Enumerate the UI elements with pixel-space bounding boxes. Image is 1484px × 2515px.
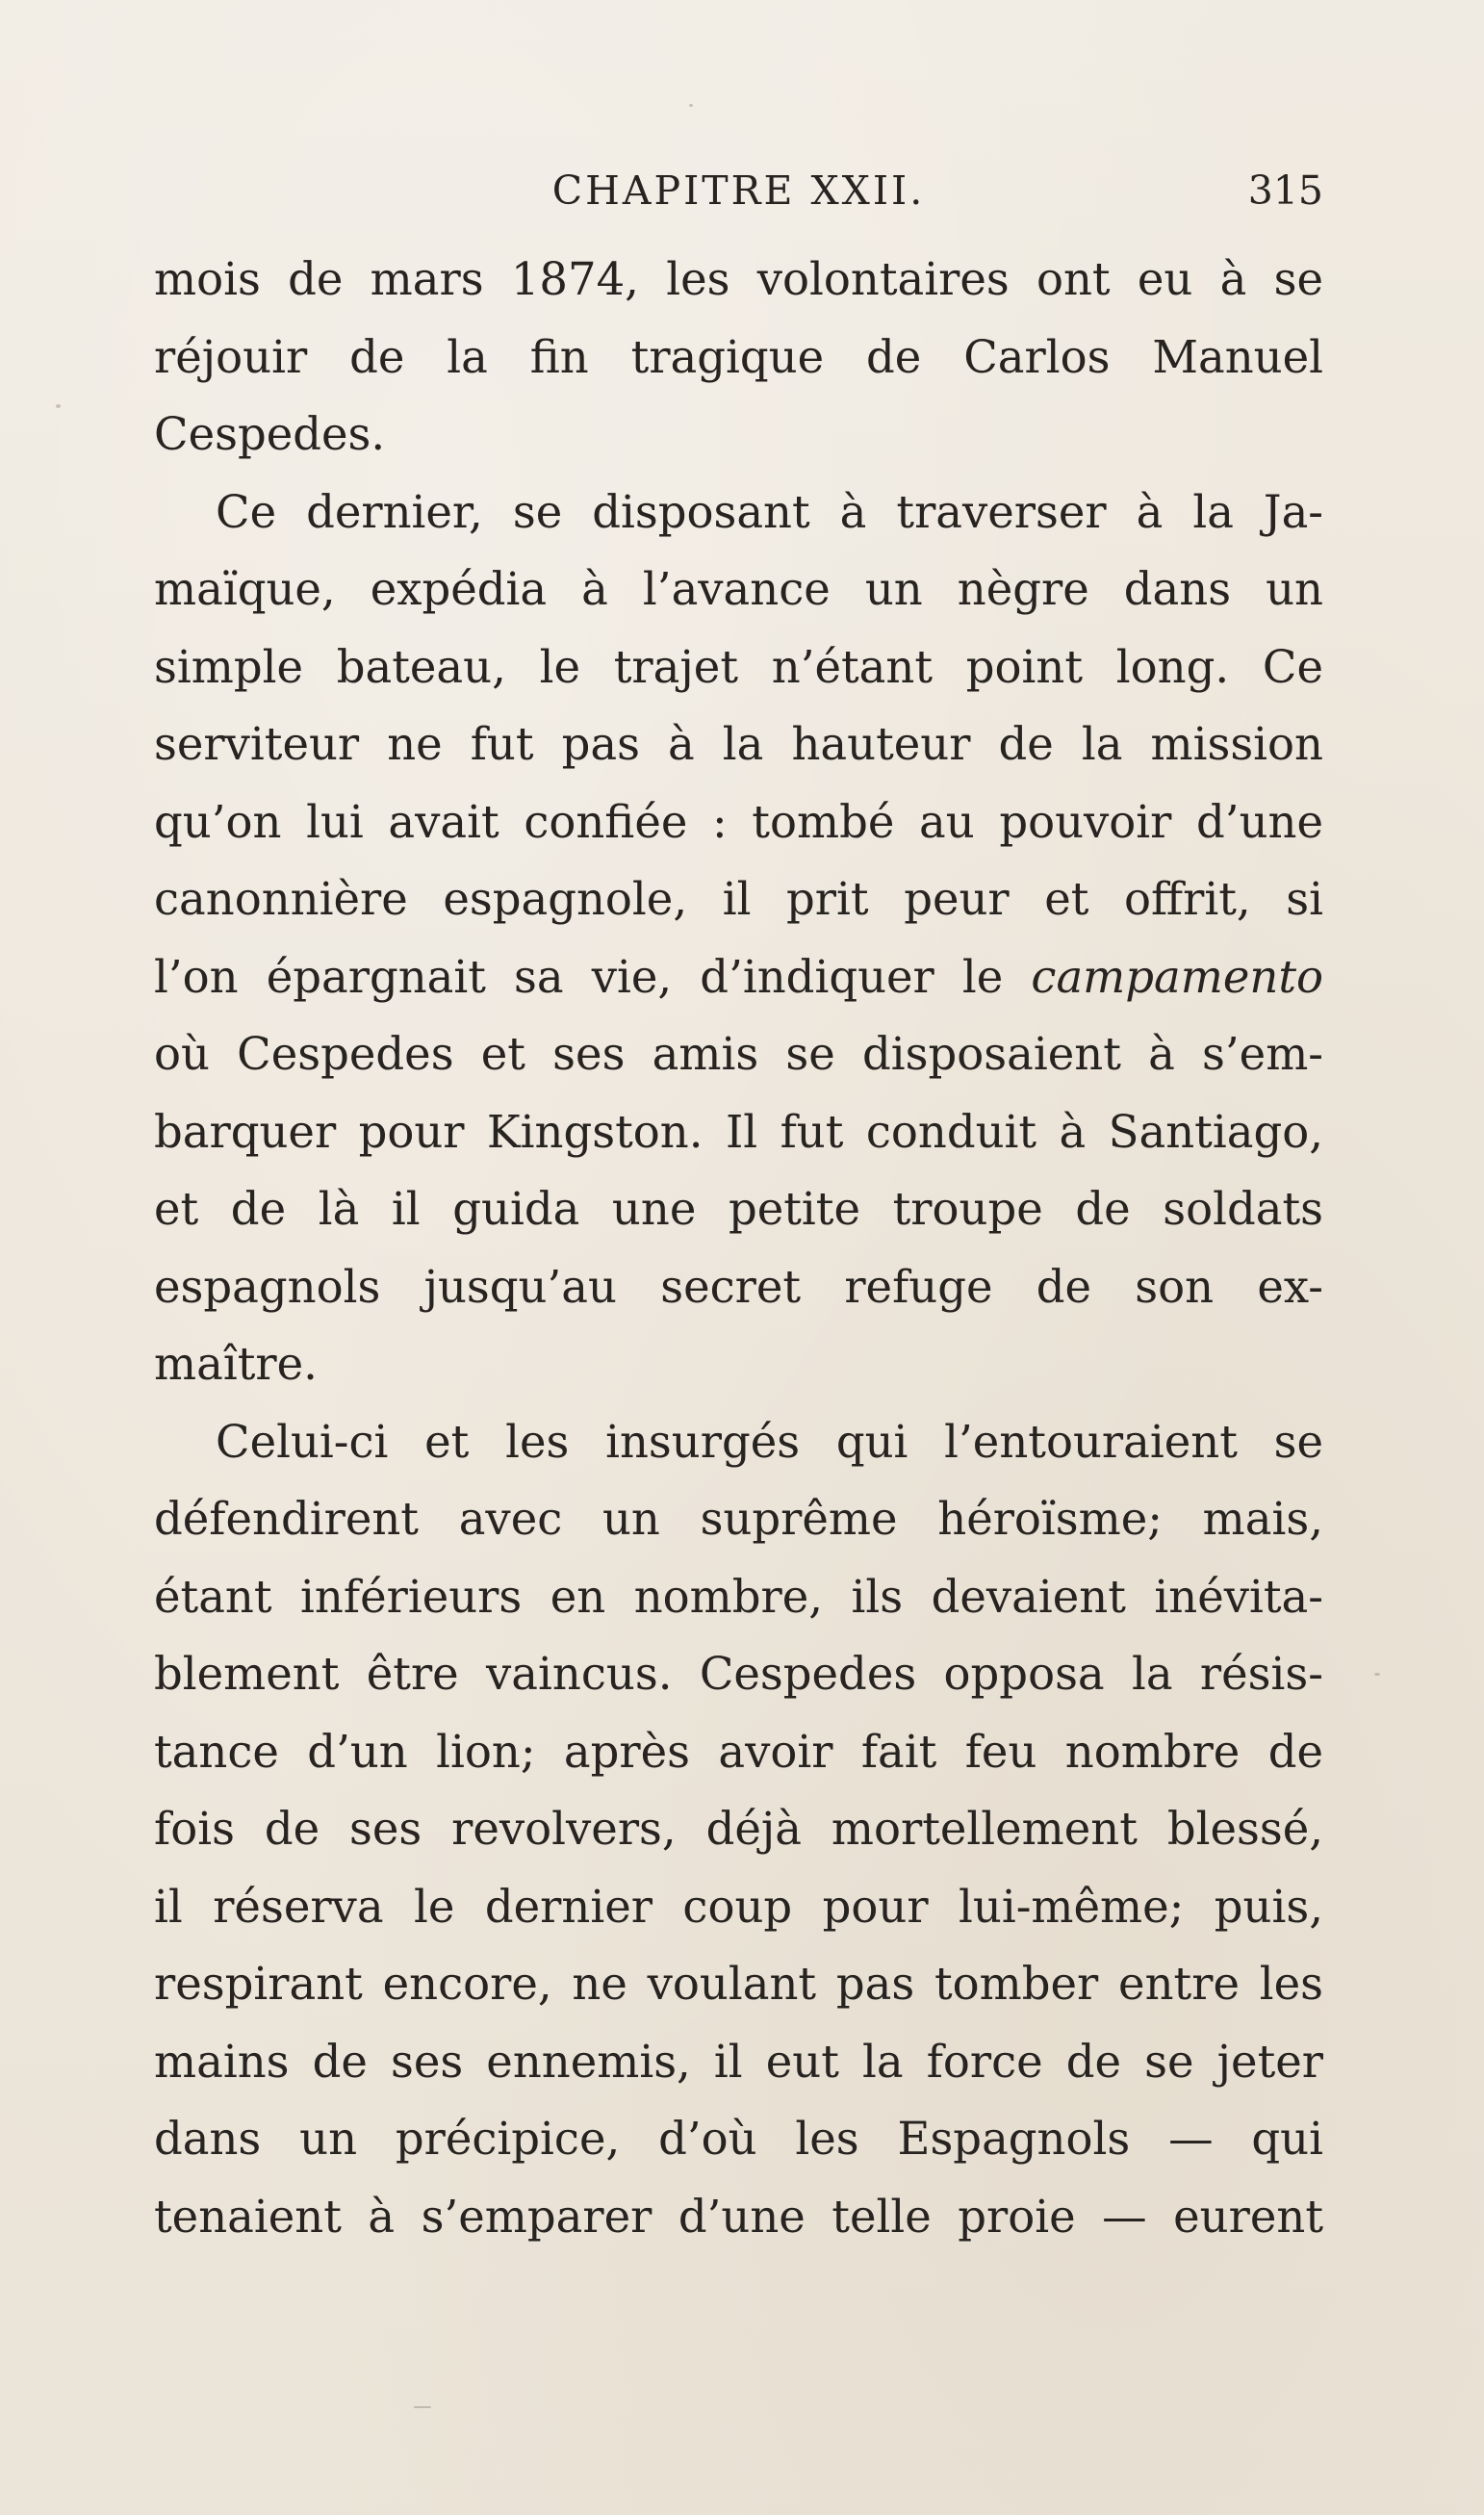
- paper-speck: [56, 404, 61, 408]
- paper-speck: [414, 2406, 431, 2408]
- text-line: étant inférieurs en nombre, ils devaient inévita-: [154, 1570, 1323, 1623]
- text-line: Cespedes.: [154, 408, 386, 460]
- paper-speck: [689, 104, 693, 107]
- italic-word: campamento: [1031, 950, 1323, 1003]
- text-line: respirant encore, ne voulant pas tomber entre les: [154, 1958, 1323, 2010]
- body-text: [154, 241, 1323, 2255]
- text-line: Celui-ci et les insurgés qui l’entouraient se: [216, 1415, 1323, 1468]
- text-line: réjouir de la fin tragique de Carlos Manuel: [154, 330, 1323, 383]
- text-line-segment: l’on épargnait sa vie, d’indiquer le: [154, 950, 1032, 1003]
- text-line: Ce dernier, se disposant à traverser à la Ja-: [216, 485, 1323, 538]
- text-line: défendirent avec un suprême héroïsme; mais,: [154, 1493, 1323, 1545]
- text-line: simple bateau, le trajet n’étant point long. Ce: [154, 640, 1323, 693]
- text-line: mois de mars 1874, les volontaires ont eu à se: [154, 253, 1323, 305]
- text-line-with-italic: [154, 938, 1323, 1016]
- text-line: fois de ses revolvers, déjà mortellement blessé,: [154, 1803, 1323, 1855]
- paper-speck: [1374, 1673, 1380, 1676]
- text-line: maïque, expédia à l’avance un nègre dans un: [154, 563, 1323, 615]
- text-line: blement être vaincus. Cespedes opposa la résis-: [154, 1648, 1323, 1700]
- text-line: qu’on lui avait confiée : tombé au pouvoir d’une: [154, 795, 1323, 848]
- text-line: barquer pour Kingston. Il fut conduit à Santiago,: [154, 1105, 1323, 1158]
- text-line: il réserva le dernier coup pour lui-même; puis,: [154, 1880, 1323, 1933]
- text-line: tenaient à s’emparer d’une telle proie — eurent: [154, 2190, 1323, 2243]
- text-line: espagnols jusqu’au secret refuge de son ex-: [154, 1260, 1323, 1313]
- text-line: mains de ses ennemis, il eut la force de se jeter: [154, 2035, 1323, 2088]
- text-line: et de là il guida une petite troupe de soldats: [154, 1183, 1323, 1235]
- page-number: 315: [1247, 167, 1323, 214]
- text-line: serviteur ne fut pas à la hauteur de la mission: [154, 718, 1323, 770]
- text-line: où Cespedes et ses amis se disposaient à s’em-: [154, 1028, 1323, 1080]
- text-line: canonnière espagnole, il prit peur et offrit, si: [154, 873, 1323, 925]
- chapter-title: CHAPITRE XXII.: [551, 167, 926, 214]
- text-line: dans un précipice, d’où les Espagnols — qui: [154, 2113, 1323, 2165]
- text-line: tance d’un lion; après avoir fait feu nombre de: [154, 1725, 1323, 1778]
- text-line: maître.: [154, 1338, 318, 1390]
- running-head: [154, 162, 1323, 219]
